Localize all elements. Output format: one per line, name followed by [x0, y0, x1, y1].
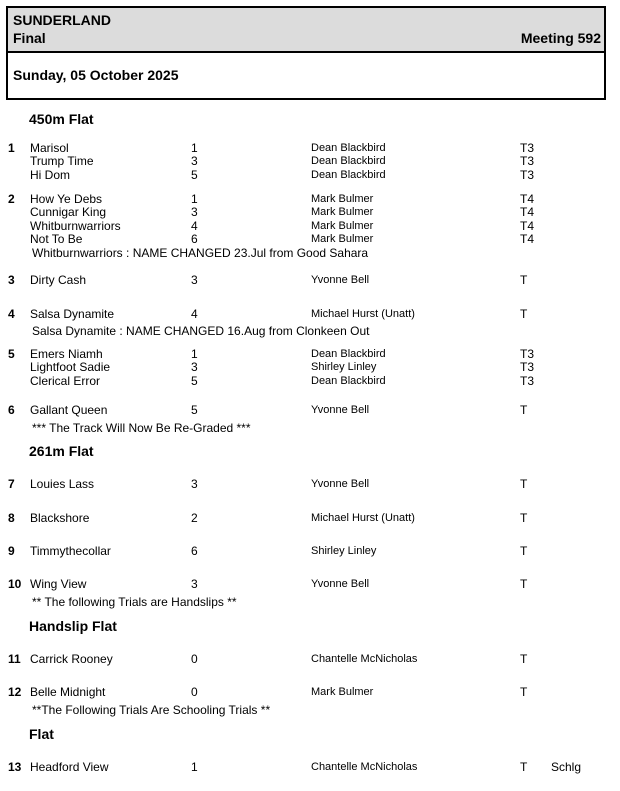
dog-name: Cunnigar King — [30, 205, 107, 220]
race-number: 2 — [8, 192, 15, 206]
trap-number: 1 — [191, 347, 198, 361]
dog-name: Whitburnwarriors — [30, 218, 121, 233]
race-note: **The Following Trials Are Schooling Trials ** — [32, 703, 271, 717]
trainer-name: Mark Bulmer — [311, 219, 374, 232]
race-number: 3 — [8, 273, 15, 287]
dog-name: How Ye Debs — [30, 192, 103, 206]
trap-number: 6 — [191, 231, 198, 246]
trap-number: 2 — [191, 511, 198, 525]
grade-code: T3 — [520, 141, 535, 155]
trap-number: 0 — [191, 652, 198, 666]
dog-name: Blackshore — [30, 511, 90, 525]
dog-name: Headford View — [30, 760, 109, 774]
trap-number: 4 — [191, 218, 198, 233]
venue-name: SUNDERLAND — [13, 12, 111, 28]
trainer-name: Dean Blackbird — [311, 374, 386, 387]
grade-code: T — [520, 403, 528, 417]
trainer-name: Chantelle McNicholas — [311, 653, 418, 665]
meeting-status: Final — [13, 30, 46, 46]
grade-code: T — [520, 273, 528, 287]
section-heading: Flat — [29, 726, 54, 742]
dog-name: Louies Lass — [30, 477, 95, 491]
grade-code: T3 — [520, 167, 535, 182]
grade-code: T4 — [520, 218, 535, 233]
dog-name: Gallant Queen — [30, 403, 108, 417]
race-number: 12 — [8, 685, 22, 699]
dog-name: Not To Be — [30, 231, 83, 246]
meeting-number: Meeting 592 — [520, 30, 601, 46]
trainer-name: Mark Bulmer — [311, 193, 374, 205]
trap-number: 1 — [191, 760, 198, 774]
grade-code: T4 — [520, 231, 535, 246]
dog-name: Belle Midnight — [30, 685, 106, 699]
dog-name: Salsa Dynamite — [30, 307, 115, 321]
grade-code: T — [520, 544, 528, 558]
dog-name: Wing View — [30, 577, 87, 591]
trainer-name: Yvonne Bell — [311, 578, 370, 590]
trap-number: 5 — [191, 403, 198, 417]
trap-number: 3 — [191, 273, 198, 287]
dog-name: Hi Dom — [30, 167, 71, 182]
trainer-name: Dean Blackbird — [311, 142, 386, 154]
dog-name: Lightfoot Sadie — [30, 360, 111, 375]
meeting-header — [6, 6, 606, 100]
race-number: 1 — [8, 141, 15, 155]
grade-code: T4 — [520, 192, 535, 206]
trainer-name: Dean Blackbird — [311, 155, 386, 168]
section-heading: 450m Flat — [29, 111, 94, 127]
race-number: 6 — [8, 403, 15, 417]
trap-number: 1 — [191, 192, 198, 206]
trap-number: 5 — [191, 373, 198, 388]
dog-name: Carrick Rooney — [30, 652, 113, 666]
race-number: 7 — [8, 477, 15, 491]
race-number: 8 — [8, 511, 15, 525]
trap-number: 5 — [191, 167, 198, 182]
section-heading: Handslip Flat — [29, 618, 117, 634]
trap-number: 3 — [191, 205, 198, 220]
race-note: Whitburnwarriors : NAME CHANGED 23.Jul from Good Sahara — [32, 246, 369, 260]
trap-number: 3 — [191, 477, 198, 491]
trainer-name: Shirley Linley — [311, 361, 377, 374]
race-note: Salsa Dynamite : NAME CHANGED 16.Aug from Clonkeen Out — [32, 324, 370, 338]
trainer-name: Yvonne Bell — [311, 478, 370, 490]
grade-code: T — [520, 577, 528, 591]
dog-name: Marisol — [30, 141, 69, 155]
race-number: 5 — [8, 347, 15, 361]
trainer-name: Chantelle McNicholas — [311, 761, 418, 773]
race-number: 9 — [8, 544, 15, 558]
trap-number: 3 — [191, 577, 198, 591]
grade-code: T — [520, 685, 528, 699]
race-number: 13 — [8, 760, 22, 774]
trainer-name: Dean Blackbird — [311, 348, 386, 360]
trap-number: 3 — [191, 154, 198, 169]
trap-number: 6 — [191, 544, 198, 558]
trainer-name: Michael Hurst (Unatt) — [311, 308, 415, 320]
grade-code: T3 — [520, 360, 535, 375]
trainer-name: Mark Bulmer — [311, 686, 374, 698]
grade-code: T3 — [520, 154, 535, 169]
trainer-name: Michael Hurst (Unatt) — [311, 512, 415, 524]
grade-code: T4 — [520, 205, 535, 220]
grade-code: T — [520, 307, 528, 321]
race-note: *** The Track Will Now Be Re-Graded *** — [32, 421, 251, 435]
trainer-name: Mark Bulmer — [311, 232, 374, 245]
trainer-name: Mark Bulmer — [311, 206, 374, 219]
race-number: 10 — [8, 577, 22, 591]
trap-number: 4 — [191, 307, 198, 321]
trainer-name: Yvonne Bell — [311, 404, 370, 416]
grade-code: T — [520, 760, 528, 774]
trial-type: Schlg — [551, 760, 582, 774]
race-note: ** The following Trials are Handslips ** — [32, 595, 237, 609]
section-heading: 261m Flat — [29, 443, 94, 459]
grade-code: T — [520, 511, 528, 525]
header-title-bar — [8, 8, 604, 53]
dog-name: Trump Time — [30, 154, 94, 169]
grade-code: T — [520, 477, 528, 491]
dog-name: Emers Niamh — [30, 347, 103, 361]
trainer-name: Yvonne Bell — [311, 274, 370, 286]
dog-name: Clerical Error — [30, 373, 101, 388]
dog-name: Dirty Cash — [30, 273, 87, 287]
grade-code: T3 — [520, 373, 535, 388]
race-number: 11 — [8, 652, 21, 666]
trap-number: 3 — [191, 360, 198, 375]
grade-code: T3 — [520, 347, 535, 361]
meeting-date: Sunday, 05 October 2025 — [13, 67, 179, 83]
dog-name: Timmythecollar — [30, 544, 111, 558]
trap-number: 1 — [191, 141, 198, 155]
trap-number: 0 — [191, 685, 198, 699]
trainer-name: Shirley Linley — [311, 545, 377, 557]
trainer-name: Dean Blackbird — [311, 168, 386, 181]
race-number: 4 — [8, 307, 15, 321]
grade-code: T — [520, 652, 528, 666]
